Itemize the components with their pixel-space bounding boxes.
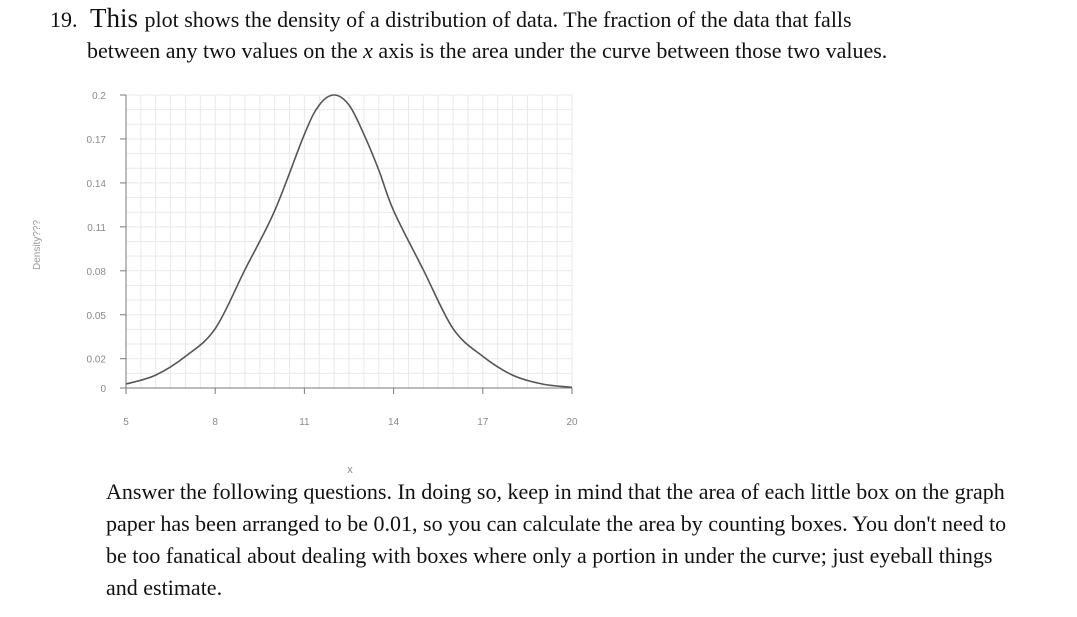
y-axis-label: Density??? xyxy=(32,219,43,271)
y-tick-label: 0 xyxy=(100,384,106,395)
grid-lines xyxy=(126,95,572,388)
y-tick-label: 0.08 xyxy=(86,266,106,278)
x-tick-labels xyxy=(123,417,578,428)
axes xyxy=(120,95,572,394)
y-tick-label: 0.14 xyxy=(86,178,106,190)
x-tick-label: 11 xyxy=(299,417,310,428)
x-tick-label: 14 xyxy=(388,417,400,428)
question-line-2-part-b: axis is the area under the curve between those two values. xyxy=(372,38,888,63)
y-tick-labels xyxy=(87,91,107,395)
answer-paragraph: Answer the following questions. In doing so, keep in mind that the area of each little box on the graph paper has been arranged to be 0.01, so you can calculate the area by counting boxes. You don't need to be too fanatical about dealing with boxes where only a portion in under the curve; just eyeball things and estimate. xyxy=(106,479,1007,600)
y-tick-label: 0.2 xyxy=(92,91,106,102)
y-tick-label: 0.02 xyxy=(86,354,106,366)
y-tick-label: 0.17 xyxy=(86,134,106,146)
y-tick-label: 0.05 xyxy=(86,310,106,322)
question-line-2-part-a: between any two values on the xyxy=(87,38,364,63)
x-tick-label: 5 xyxy=(123,417,129,428)
x-tick-label: 8 xyxy=(212,417,218,428)
question-number: 19. xyxy=(50,7,78,32)
y-tick-label: 0.11 xyxy=(87,222,106,234)
x-tick-label: 20 xyxy=(566,417,578,428)
x-axis-label: x xyxy=(347,464,353,476)
question-lead-word: This xyxy=(90,3,139,33)
question-x-variable: x xyxy=(363,38,373,63)
x-tick-label: 17 xyxy=(477,417,489,428)
question-line-1-text: plot shows the density of a distribution of data. The fraction of the data that falls xyxy=(144,7,852,32)
